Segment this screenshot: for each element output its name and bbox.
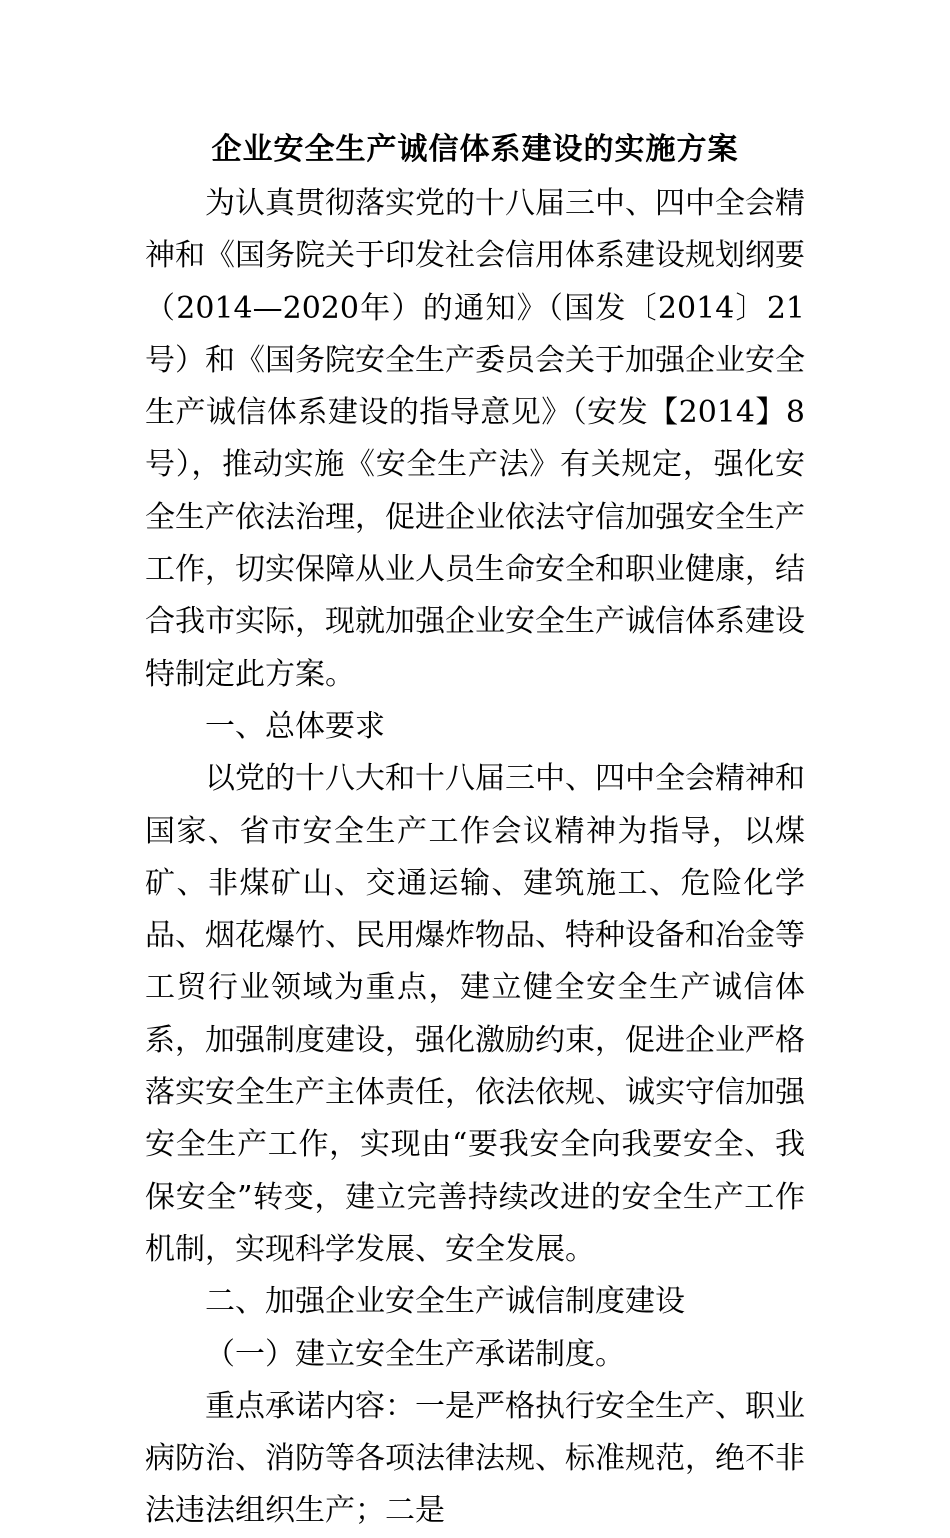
section-heading-general-requirements: 一、总体要求: [205, 708, 385, 744]
document-body: [145, 178, 805, 1538]
paragraph-general-requirements: 以党的十八大和十八届三中、四中全会精神和国家、省市安全生产工作会议精神为指导，以煤矿、非煤矿山、交通运输、建筑施工、危险化学品、烟花爆竹、民用爆炸物品、特种设备和冶金等工贸行业领域为重点，建立健全安全生产诚信体系，加强制度建设，强化激励约束，促进企业严格落实安全生产主体责任，依法依规、诚实守信加强安全生产工作，实现由“要我安全向我要安全、我保安全”转变，建立完善持续改进的安全生产工作机制，实现科学发展、安全发展。: [145, 761, 805, 1267]
document-title: 企业安全生产诚信体系建设的实施方案: [211, 132, 739, 167]
paragraph-intro: 为认真贯彻落实党的十八届三中、四中全会精神和《国务院关于印发社会信用体系建设规划纲要（2014—2020年）的通知》（国发〔2014〕21号）和《国务院安全生产委员会关于加强企业安全生产诚信体系建设的指导意见》（安发【2014】8号），推动实施《安全生产法》有关规定，强化安全生产依法治理，促进企业依法守信加强安全生产工作，切实保障从业人员生命安全和职业健康，结合我市实际，现就加强企业安全生产诚信体系建设特制定此方案。: [145, 186, 805, 692]
subsection-heading-commitment: （一）建立安全生产承诺制度。: [205, 1336, 625, 1372]
section-heading-integrity-system: 二、加强企业安全生产诚信制度建设: [205, 1284, 685, 1320]
paragraph-commitment-content: 重点承诺内容：一是严格执行安全生产、职业病防治、消防等各项法律法规、标准规范，绝不非法违法组织生产；二是: [145, 1388, 805, 1529]
